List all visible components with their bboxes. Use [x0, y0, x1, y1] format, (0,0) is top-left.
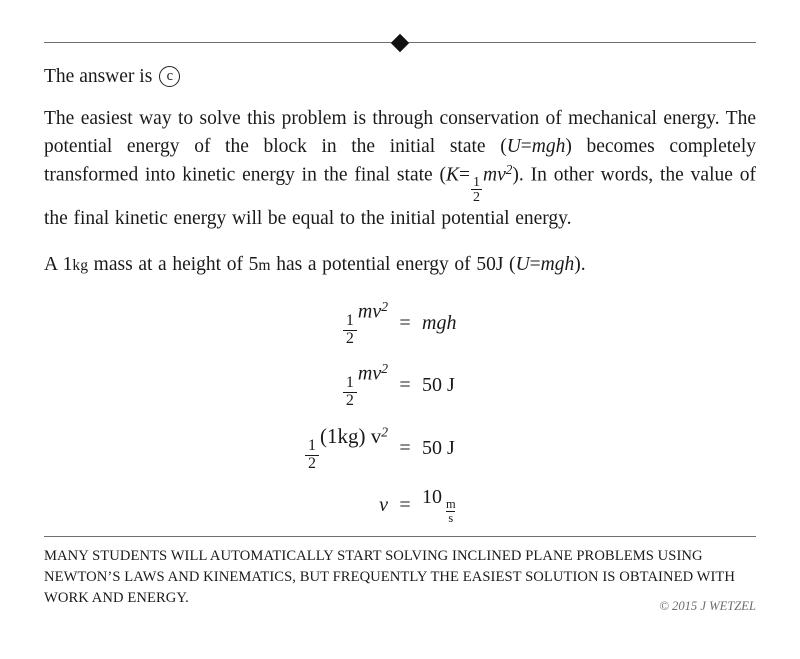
explanation-paragraph-2	[44, 251, 756, 279]
para1-exponent-2: 2	[505, 161, 513, 177]
equation-1-lhs-body: mv	[357, 300, 382, 323]
para1-equals-2: =	[459, 164, 471, 186]
equation-1-fraction-numerator: 1	[345, 311, 354, 329]
equation-4-value: 10	[422, 486, 442, 509]
para2-symbol-U: U	[515, 254, 530, 276]
equation-2-relation: =	[399, 373, 411, 396]
footnote-text: MANY STUDENTS WILL AUTOMATICALLY START SOLVING INCLINED PLANE PROBLEMS USING NEWTON’S LAWS AND KINEMATICS, BUT FREQUENTLY THE EASIEST SOLUTION IS OBTAINED WITH WORK AND ENERGY.	[44, 548, 736, 607]
para1-fraction-half	[471, 175, 482, 205]
explanation-paragraph-1	[44, 105, 756, 232]
equation-3-fraction-denominator: 2	[305, 455, 319, 473]
equation-block	[270, 299, 530, 525]
equation-3-lhs-body: (1kg) v	[319, 423, 382, 448]
answer-choice-badge: c	[159, 66, 180, 87]
para2-segment-2: mass at a height of 5	[88, 254, 259, 276]
equation-2-rhs: 50 J	[422, 373, 455, 396]
equation-1-lhs	[270, 299, 397, 347]
equation-4-unit-denominator: s	[448, 511, 454, 526]
equation-2-lhs-exponent: 2	[381, 361, 388, 377]
equation-row-3	[270, 424, 530, 473]
equation-4-unit-fraction	[444, 498, 458, 525]
para2-unit-m: m	[258, 257, 271, 275]
equation-3-rhs: 50 J	[422, 436, 455, 459]
equation-1-lhs-exponent: 2	[381, 299, 388, 315]
equation-3-lhs	[270, 424, 397, 473]
equation-3-relation: =	[399, 436, 411, 459]
para2-unit-kg: kg	[72, 257, 89, 275]
equation-4-unit-numerator: m	[446, 497, 456, 512]
solution-page	[0, 42, 800, 659]
top-divider	[44, 42, 756, 43]
equation-2-fraction-denominator: 2	[343, 392, 357, 410]
answer-prefix-text: The answer is	[44, 66, 153, 87]
equation-3-lhs-exponent: 2	[381, 424, 388, 440]
equation-2-lhs-body: mv	[357, 362, 382, 385]
equation-2-fraction	[343, 375, 357, 410]
equation-4-relation: =	[399, 494, 411, 517]
equation-3-fraction	[305, 438, 319, 473]
para2-symbol-mgh: mgh	[540, 254, 575, 276]
equation-2-lhs	[270, 361, 397, 409]
equation-row-4	[270, 486, 530, 525]
bottom-divider	[44, 536, 756, 537]
equation-2-fraction-numerator: 1	[345, 374, 354, 392]
para2-segment-3: has a potential energy of 50J (	[270, 254, 516, 276]
para1-symbol-mv: mv	[483, 164, 506, 186]
answer-line	[44, 65, 756, 88]
equation-row-1	[270, 299, 530, 347]
para1-symbol-mgh: mgh	[531, 136, 566, 158]
copyright-text: © 2015 J WETZEL	[659, 599, 756, 613]
para1-symbol-U: U	[506, 136, 521, 158]
diamond-ornament-icon	[391, 33, 409, 51]
equation-3-fraction-numerator: 1	[307, 436, 316, 454]
para2-segment-4: ).	[574, 254, 586, 276]
para1-fraction-denominator: 2	[473, 189, 481, 206]
equation-row-2	[270, 361, 530, 409]
equation-1-relation: =	[399, 311, 411, 334]
para1-segment-2: ) becomes completely transformed into kinetic energy in the final state (	[44, 136, 756, 186]
para2-segment-1: A 1	[44, 254, 73, 276]
para1-segment-3: ). In other words, the value of the final kinetic energy will be equal to the initial potential energy.	[44, 164, 756, 229]
equation-1-rhs: mgh	[422, 311, 457, 334]
equation-1-fraction	[343, 313, 357, 348]
equation-1-fraction-denominator: 2	[343, 330, 357, 348]
para1-segment-1: The easiest way to solve this problem is through conservation of mechanical energy. The potential energy of the block in the initial state (	[44, 108, 756, 158]
para2-equals: =	[529, 254, 541, 276]
para1-symbol-K: K	[446, 164, 460, 186]
equation-4-lhs: v	[379, 494, 388, 517]
equation-4-rhs	[413, 486, 530, 525]
para1-equals-1: =	[520, 136, 532, 158]
para1-fraction-numerator: 1	[473, 174, 481, 191]
